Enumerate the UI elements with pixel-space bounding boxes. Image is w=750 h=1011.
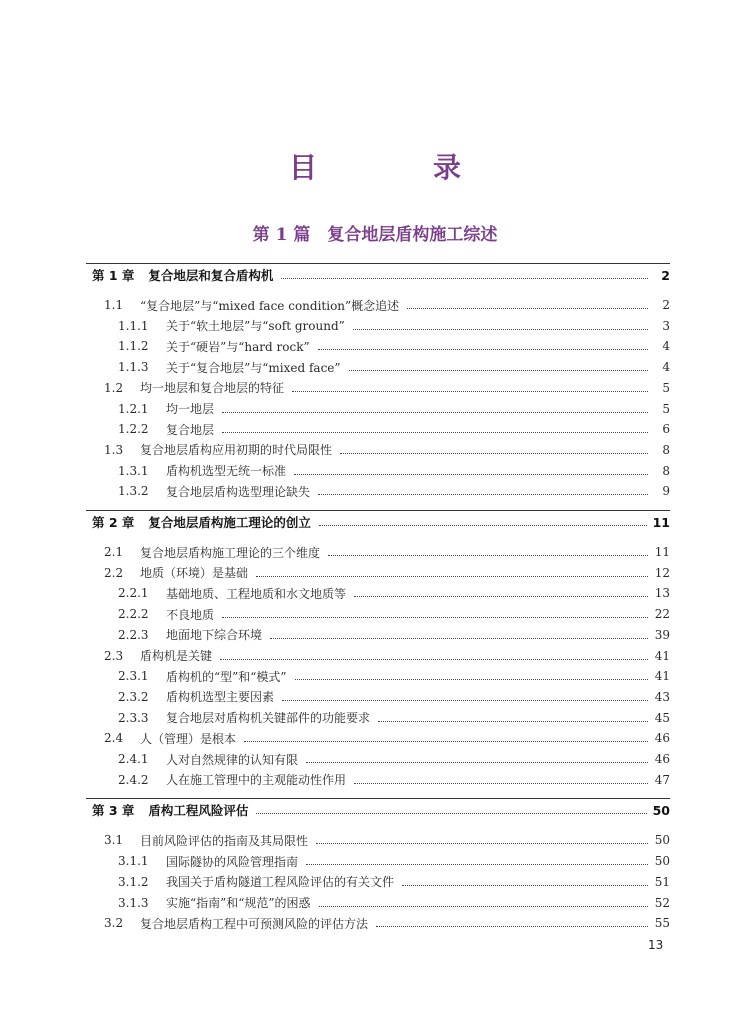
toc-leader-dots — [354, 595, 648, 597]
toc-entry-page: 2 — [661, 267, 670, 283]
toc-section-entry[interactable] — [104, 563, 670, 583]
toc-entry-number: 1.1.2 — [118, 339, 149, 354]
toc-subsection-entry[interactable] — [118, 687, 670, 707]
toc-entry-title: 实施“指南”和“规范”的困惑 — [166, 896, 311, 910]
toc-subsection-entry[interactable] — [118, 316, 670, 336]
toc-entry-number: 3.1.3 — [118, 895, 149, 910]
chapter-divider — [86, 798, 670, 799]
toc-leader-dots — [294, 473, 648, 475]
toc-entry-page: 50 — [654, 833, 670, 848]
page-number: 13 — [648, 938, 664, 952]
toc-entry-number: 2.2 — [104, 565, 124, 580]
toc-entry-page: 50 — [654, 854, 670, 869]
toc-entry-title: 基础地质、工程地质和水文地质等 — [166, 586, 347, 601]
toc-leader-dots — [281, 277, 648, 279]
toc-entry-number: 1.2.2 — [118, 422, 149, 437]
toc-entry-page: 50 — [652, 802, 670, 818]
toc-entry-number: 1.1.3 — [118, 360, 149, 375]
toc-chapter-entry[interactable] — [92, 800, 670, 820]
toc-entry-page: 41 — [654, 648, 670, 663]
toc-entry-page: 45 — [654, 710, 670, 725]
toc-leader-dots — [376, 925, 648, 927]
toc-entry-number: 2.1 — [104, 545, 124, 559]
toc-entry-page: 51 — [654, 874, 670, 889]
toc-subsection-entry[interactable] — [118, 666, 670, 686]
toc-subsection-entry[interactable] — [118, 625, 670, 645]
toc-section-entry[interactable] — [104, 913, 670, 933]
toc-leader-dots — [319, 524, 647, 526]
toc-entry-title: “复合地层”与“mixed face condition”概念追述 — [140, 298, 400, 313]
toc-leader-dots — [282, 699, 648, 701]
toc-entry-title: 关于“硬岩”与“hard rock” — [166, 339, 310, 354]
toc-entry-title: 目前风险评估的指南及其局限性 — [140, 833, 309, 848]
toc-leader-dots — [378, 720, 648, 722]
toc-subsection-entry[interactable] — [118, 749, 670, 769]
toc-entry-title: 不良地质 — [166, 607, 215, 622]
toc-leader-dots — [349, 369, 648, 371]
toc-entry-number: 1.2 — [104, 380, 124, 395]
toc-entry-title: 复合地层盾构选型理论缺失 — [166, 484, 311, 499]
toc-entry-number: 3.2 — [104, 916, 124, 931]
toc-entry-number: 2.2.2 — [118, 607, 149, 622]
toc-entry-title: 盾构工程风险评估 — [148, 803, 249, 819]
toc-entry-number: 3.1.1 — [118, 854, 149, 869]
toc-entry-page: 43 — [654, 689, 670, 704]
toc-entry-number: 第 3 章 — [92, 803, 135, 819]
toc-subsection-entry[interactable] — [118, 419, 670, 439]
toc-leader-dots — [256, 812, 646, 814]
toc-subsection-entry[interactable] — [118, 604, 670, 624]
toc-subsection-entry[interactable] — [118, 399, 670, 419]
toc-entry-number: 2.3.2 — [118, 689, 149, 704]
toc-entry-title: 复合地层盾构工程中可预测风险的评估方法 — [140, 916, 369, 931]
toc-subsection-entry[interactable] — [118, 336, 670, 356]
toc-entry-number: 1.3.2 — [118, 484, 149, 499]
toc-subsection-entry[interactable] — [118, 357, 670, 377]
toc-entry-number: 2.4.1 — [118, 752, 149, 766]
toc-entry-page: 46 — [654, 731, 670, 746]
toc-entry-page: 8 — [662, 463, 670, 478]
part-title: 第 1 篇 复合地层盾构施工综述 — [252, 225, 498, 245]
toc-section-entry[interactable] — [104, 378, 670, 398]
toc-subsection-entry[interactable] — [118, 583, 670, 603]
toc-entry-page: 41 — [654, 669, 670, 684]
toc-leader-dots — [295, 678, 648, 680]
toc-entry-title: 地质（环境）是基础 — [140, 566, 249, 581]
toc-entry-title: 人在施工管理中的主观能动性作用 — [166, 773, 347, 788]
toc-entry-number: 1.1 — [104, 298, 124, 312]
toc-leader-dots — [319, 905, 648, 907]
toc-entry-title: 复合地层盾构应用初期的时代局限性 — [140, 443, 333, 458]
toc-entry-number: 2.2.1 — [118, 586, 149, 601]
toc-leader-dots — [222, 616, 648, 618]
toc-entry-title: 我国关于盾构隧道工程风险评估的有关文件 — [166, 875, 395, 890]
toc-entry-title: 盾构机是关键 — [140, 649, 213, 663]
toc-entry-page: 11 — [654, 545, 670, 559]
toc-leader-dots — [354, 782, 648, 784]
toc-subsection-entry[interactable] — [118, 893, 670, 913]
toc-chapter-entry[interactable] — [92, 265, 670, 285]
toc-leader-dots — [306, 761, 648, 763]
toc-leader-dots — [222, 411, 648, 413]
toc-entry-title: 人（管理）是根本 — [140, 731, 237, 746]
toc-entry-page: 47 — [654, 772, 670, 787]
toc-entry-page: 11 — [652, 514, 670, 530]
toc-subsection-entry[interactable] — [118, 461, 670, 481]
toc-entry-number: 1.2.1 — [118, 401, 149, 416]
toc-entry-number: 3.1.2 — [118, 874, 149, 889]
toc-section-entry[interactable] — [104, 728, 670, 748]
toc-entry-page: 22 — [654, 607, 670, 622]
toc-entry-page: 13 — [654, 586, 670, 601]
chapter-divider — [86, 263, 670, 264]
toc-section-entry[interactable] — [104, 440, 670, 460]
toc-leader-dots — [292, 390, 648, 392]
toc-leader-dots — [402, 884, 648, 886]
toc-entry-title: 复合地层对盾构机关键部件的功能要求 — [166, 711, 371, 726]
toc-leader-dots — [340, 452, 648, 454]
toc-entry-title: 人对自然规律的认知有限 — [166, 752, 299, 767]
toc-entry-page: 8 — [662, 442, 670, 457]
toc-entry-page: 52 — [654, 895, 670, 910]
toc-entry-number: 2.2.3 — [118, 627, 149, 642]
toc-entry-page: 5 — [662, 401, 670, 416]
toc-entry-number: 第 1 章 — [92, 268, 135, 283]
toc-entry-page: 5 — [662, 380, 670, 395]
toc-entry-number: 1.3 — [104, 442, 124, 457]
toc-entry-number: 2.4.2 — [118, 772, 149, 787]
toc-entry-number: 2.3.1 — [118, 669, 149, 684]
toc-entry-title: 国际隧协的风险管理指南 — [166, 854, 299, 869]
toc-entry-page: 4 — [662, 339, 670, 354]
toc-entry-page: 39 — [654, 627, 670, 642]
toc-leader-dots — [222, 431, 648, 433]
toc-entry-title: 关于“软土地层”与“soft ground” — [166, 319, 345, 334]
toc-entry-page: 46 — [654, 752, 670, 766]
toc-entry-number: 1.1.1 — [118, 318, 149, 333]
toc-entry-title: 均一地层 — [166, 402, 215, 416]
toc-leader-dots — [316, 842, 648, 844]
toc-entry-title: 复合地层和复合盾构机 — [148, 268, 274, 283]
toc-section-entry[interactable] — [104, 542, 670, 562]
toc-subsection-entry[interactable] — [118, 708, 670, 728]
toc-entry-number: 2.4 — [104, 731, 124, 746]
toc-entry-page: 4 — [662, 360, 670, 375]
toc-entry-title: 地面地下综合环境 — [166, 628, 263, 643]
toc-entry-title: 复合地层盾构施工理论的三个维度 — [140, 545, 321, 560]
toc-leader-dots — [306, 863, 648, 865]
toc-entry-title: 复合地层盾构施工理论的创立 — [148, 515, 311, 530]
toc-entry-number: 3.1 — [104, 833, 124, 848]
toc-leader-dots — [318, 348, 648, 350]
toc-leader-dots — [353, 328, 648, 330]
toc-entry-title: 复合地层 — [166, 422, 215, 437]
toc-leader-dots — [407, 307, 648, 309]
toc-leader-dots — [256, 575, 648, 577]
toc-entry-page: 3 — [662, 318, 670, 333]
toc-leader-dots — [318, 493, 648, 495]
toc-entry-page: 6 — [662, 422, 670, 437]
toc-entry-page: 2 — [662, 298, 670, 312]
toc-chapter-entry[interactable] — [92, 512, 670, 532]
toc-entry-number: 2.3 — [104, 648, 124, 663]
toc-entry-title: 均一地层和复合地层的特征 — [140, 381, 285, 396]
toc-title: 目 录 — [288, 151, 505, 184]
toc-section-entry[interactable] — [104, 646, 670, 666]
toc-entry-page: 55 — [654, 916, 670, 931]
toc-leader-dots — [328, 554, 648, 556]
toc-leader-dots — [220, 658, 648, 660]
toc-entry-page: 9 — [662, 484, 670, 499]
toc-subsection-entry[interactable] — [118, 851, 670, 871]
toc-entry-number: 1.3.1 — [118, 463, 149, 478]
toc-entry-title: 盾构机的“型”和“模式” — [166, 669, 287, 684]
toc-entry-page: 12 — [654, 565, 670, 580]
toc-leader-dots — [244, 740, 648, 742]
toc-leader-dots — [270, 637, 648, 639]
toc-entry-number: 2.3.3 — [118, 710, 149, 725]
toc-entry-title: 盾构机选型无统一标准 — [166, 464, 287, 479]
toc-section-entry[interactable] — [104, 295, 670, 315]
chapter-divider — [86, 510, 670, 511]
toc-entry-number: 第 2 章 — [92, 515, 135, 530]
toc-subsection-entry[interactable] — [118, 770, 670, 790]
toc-section-entry[interactable] — [104, 830, 670, 850]
toc-entry-title: 盾构机选型主要因素 — [166, 690, 275, 705]
toc-entry-title: 关于“复合地层”与“mixed face” — [166, 360, 341, 375]
toc-subsection-entry[interactable] — [118, 872, 670, 892]
toc-subsection-entry[interactable] — [118, 481, 670, 501]
